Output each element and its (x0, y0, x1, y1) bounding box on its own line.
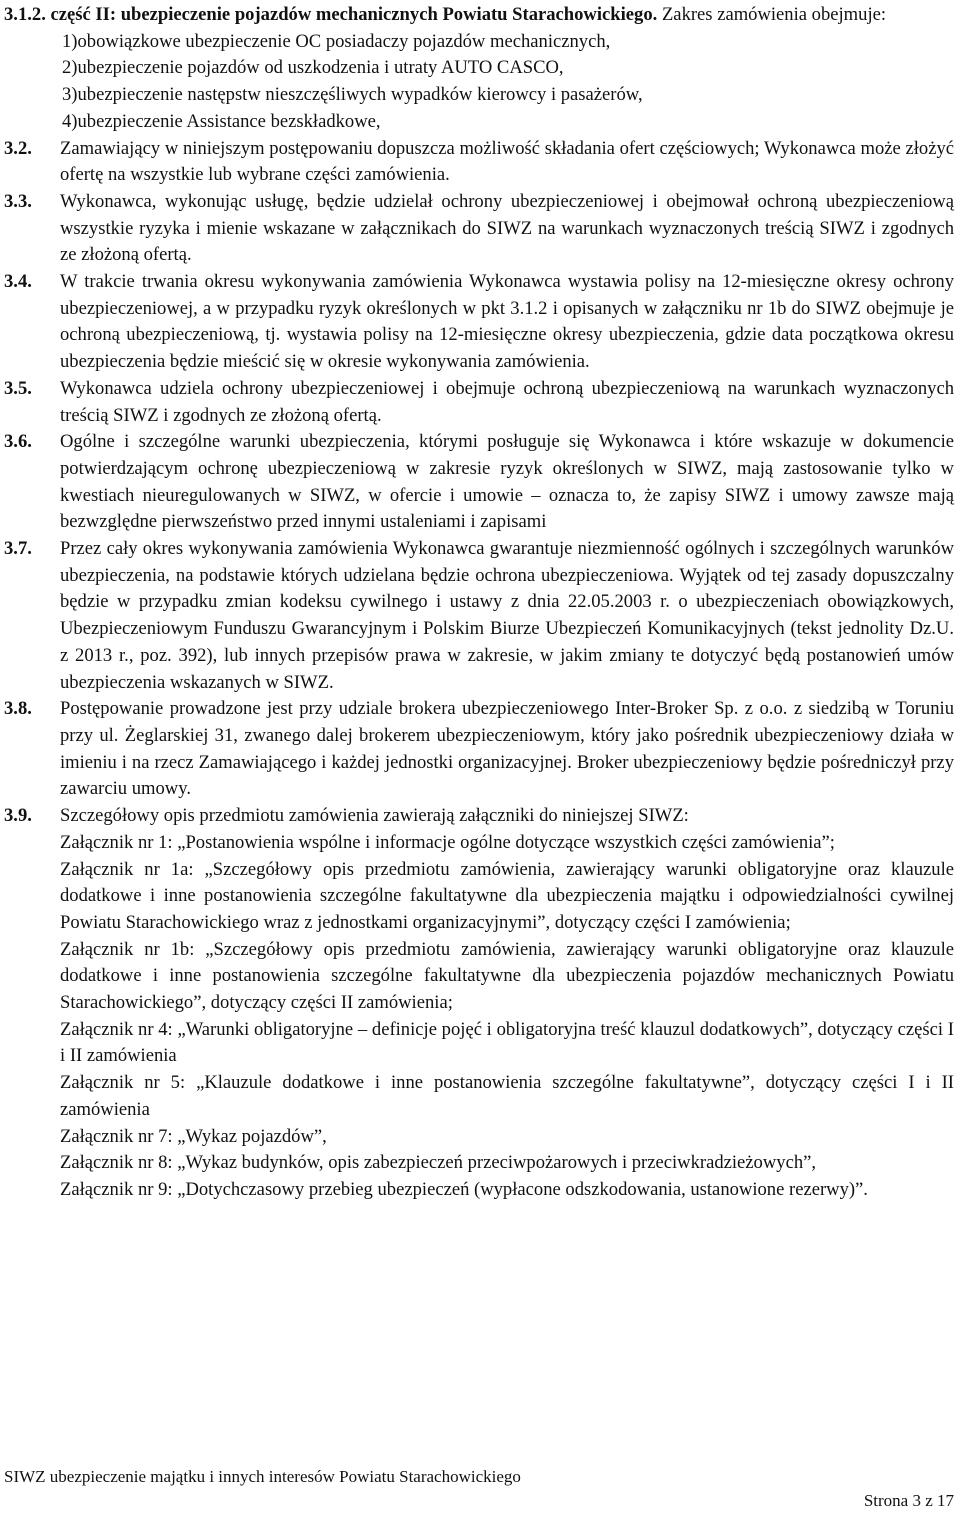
paragraph-number: 3.2. (4, 137, 32, 159)
paragraph-text: Ogólne i szczególne warunki ubezpieczenia, którymi posługuje się Wykonawca i które wskazuje w dokumencie potwierdzającym ochronę ubezpieczeniową w zakresie ryzyk określonych w SIWZ, mają zastosowanie tylko w kwestiach nieuregulowanych w SIWZ, w ofercie i umowie – oznacza to, że zapisy SIWZ i umowy zawsze mają bezwzględne pierwszeństwo przed innymi ustaleniami i zapisami (60, 431, 954, 533)
paragraph-3-7 (4, 536, 954, 696)
attachment-item: Załącznik nr 1: „Postanowienia wspólne i informacje ogólne dotyczące wszystkich części zamówienia”; (60, 831, 835, 853)
list-item-text: obowiązkowe ubezpieczenie OC posiadaczy pojazdów mechanicznych, (77, 30, 611, 52)
paragraph-number: 3.7. (4, 538, 32, 560)
list-item (62, 109, 954, 136)
paragraph-text: Wykonawca, wykonując usługę, będzie udzielał ochrony ubezpieczeniowej i obejmował ochroną ubezpieczeniową wszystkie ryzyka i mienie wskazane w załącznikach do SIWZ na warunkach wyznaczonych treścią SIWZ i zgodnych ze złożoną ofertą. (60, 190, 954, 266)
section-3-9 (4, 803, 954, 1204)
paragraph-text: Przez cały okres wykonywania zamówienia Wykonawca gwarantuje niezmienność ogólnych i szczególnych warunków ubezpieczenia, na podstawie których udzielana będzie ochrona ubezpieczeniowa. Wyjątek od tej zasady dopuszczalny będzie w przypadku zmian kodeksu cywilnego i ustawy z dnia 22.05.2003 r. o ubezpieczeniach obowiązkowych, Ubezpieczeniowym Funduszu Gwarancyjnym i Polskim Biurze Ubezpieczeń Komunikacyjnych (tekst jednolity Dz.U. z 2013 r., poz. 392), lub innych przepisów prawa w zakresie, w jakim zmiany te dotyczyć będą postanowień umów ubezpieczenia wskazanych w SIWZ. (60, 538, 954, 693)
list-item (62, 55, 954, 82)
list-item-number: 3) (62, 84, 78, 106)
document-content (4, 2, 954, 1204)
paragraph-3-4 (4, 269, 954, 376)
attachment-item: Załącznik nr 9: „Dotychczasowy przebieg ubezpieczeń (wypłacone odszkodowania, ustanowione rezerwy)”. (60, 1178, 868, 1200)
attachment-item: Załącznik nr 7: „Wykaz pojazdów”, (60, 1125, 327, 1147)
list-item (62, 29, 954, 56)
paragraph-3-8 (4, 696, 954, 803)
paragraph-number: 3.8. (4, 698, 32, 720)
list-item-text: ubezpieczenie Assistance bezskładkowe, (77, 110, 381, 132)
list-item-text: ubezpieczenie pojazdów od uszkodzenia i utraty AUTO CASCO, (77, 57, 564, 79)
attachment-item: Załącznik nr 5: „Klauzule dodatkowe i inne postanowienia szczególne fakultatywne”, dotyczący części I i II zamówienia (60, 1072, 954, 1120)
section-3-1-2 (4, 2, 954, 136)
list-item-text: ubezpieczenie następstw nieszczęśliwych wypadków kierowcy i pasażerów, (77, 84, 643, 106)
paragraph-number: 3.3. (4, 190, 32, 212)
attachment-item: Załącznik nr 1a: „Szczegółowy opis przedmiotu zamówienia, zawierający warunki obligatoryjne oraz klauzule dodatkowe i inne postanowienia szczególne fakultatywne dla ubezpieczenia majątku i odpowiedzialności cywilnej Powiatu Starachowickiego wraz z jednostkami organizacyjnymi”, dotyczący części I zamówienia; (60, 858, 954, 933)
paragraph-text: Wykonawca udziela ochrony ubezpieczeniowej i obejmuje ochroną ubezpieczeniową na warunkach wyznaczonych treścią SIWZ i zgodnych ze złożoną ofertą. (60, 377, 954, 426)
section-3-1-2-header (4, 2, 954, 29)
paragraph-3-2 (4, 136, 954, 189)
list-item-number: 4) (62, 110, 78, 132)
list-item-number: 2) (62, 57, 78, 79)
paragraph-3-6 (4, 429, 954, 536)
paragraph-number: 3.5. (4, 377, 32, 399)
paragraph-text: Postępowanie prowadzone jest przy udziale brokera ubezpieczeniowego Inter-Broker Sp. z o.o. z siedzibą w Toruniu przy ul. Żeglarskiej 31, zwanego dalej brokerem ubezpieczeniowym, który jako pośrednik ubezpieczeniowy działa w imieniu i na rzecz Zamawiającego i każdej jednostki organizacyjnej. Broker ubezpieczeniowy będzie pośredniczył przy zawarciu umowy. (60, 698, 954, 800)
paragraph-3-5 (4, 376, 954, 429)
insurance-scope-list (62, 29, 954, 136)
paragraph-text: W trakcie trwania okresu wykonywania zamówienia Wykonawca wystawia polisy na 12-miesięczne okresy ochrony ubezpieczeniowej, a w przypadku ryzyk określonych w pkt 3.1.2 i opisanych w załączniku nr 1b do SIWZ obejmuje je ochroną ubezpieczeniową, tj. wystawia polisy na 12-miesięczne okresy ubezpieczenia, gdzie data początkowa okresu ubezpieczenia będzie mieścić się w okresie wykonywania zamówienia. (60, 271, 954, 373)
list-item (62, 82, 954, 109)
paragraph-number: 3.6. (4, 431, 32, 453)
attachment-item: Załącznik nr 1b: „Szczegółowy opis przedmiotu zamówienia, zawierający warunki obligatoryjne oraz klauzule dodatkowe i inne postanowienia szczególne fakultatywne dla ubezpieczenia pojazdów mechanicznych Powiatu Starachowickiego”, dotyczący części II zamówienia; (60, 938, 954, 1014)
attachments-list (60, 803, 954, 1204)
paragraph-number: 3.9. (4, 805, 32, 827)
list-item-number: 1) (62, 30, 78, 52)
footer-document-title: SIWZ ubezpieczenie majątku i innych interesów Powiatu Starachowickiego (4, 1467, 521, 1486)
paragraph-3-3 (4, 189, 954, 269)
attachment-item: Załącznik nr 4: „Warunki obligatoryjne – definicje pojęć i obligatoryjna treść klauzul dodatkowych”, dotyczący części I i II zamówienia (60, 1018, 954, 1067)
paragraph-text: Zamawiający w niniejszym postępowaniu dopuszcza możliwość składania ofert częściowych; Wykonawca może złożyć ofertę na wszystkie lub wybrane części zamówienia. (60, 137, 954, 186)
paragraph-number: 3.4. (4, 271, 32, 293)
section-title: część II: ubezpieczenie pojazdów mechanicznych Powiatu Starachowickiego. (50, 4, 658, 25)
page-number: Strona 3 z 17 (863, 1491, 954, 1510)
attachment-item: Załącznik nr 8: „Wykaz budynków, opis zabezpieczeń przeciwpożarowych i przeciwkradzieżowych”, (60, 1152, 817, 1174)
section-number: 3.1.2. (4, 4, 46, 25)
section-intro: Zakres zamówienia obejmuje: (661, 4, 887, 25)
attachments-intro: Szczegółowy opis przedmiotu zamówienia zawierają załączniki do niniejszej SIWZ: (60, 805, 689, 827)
